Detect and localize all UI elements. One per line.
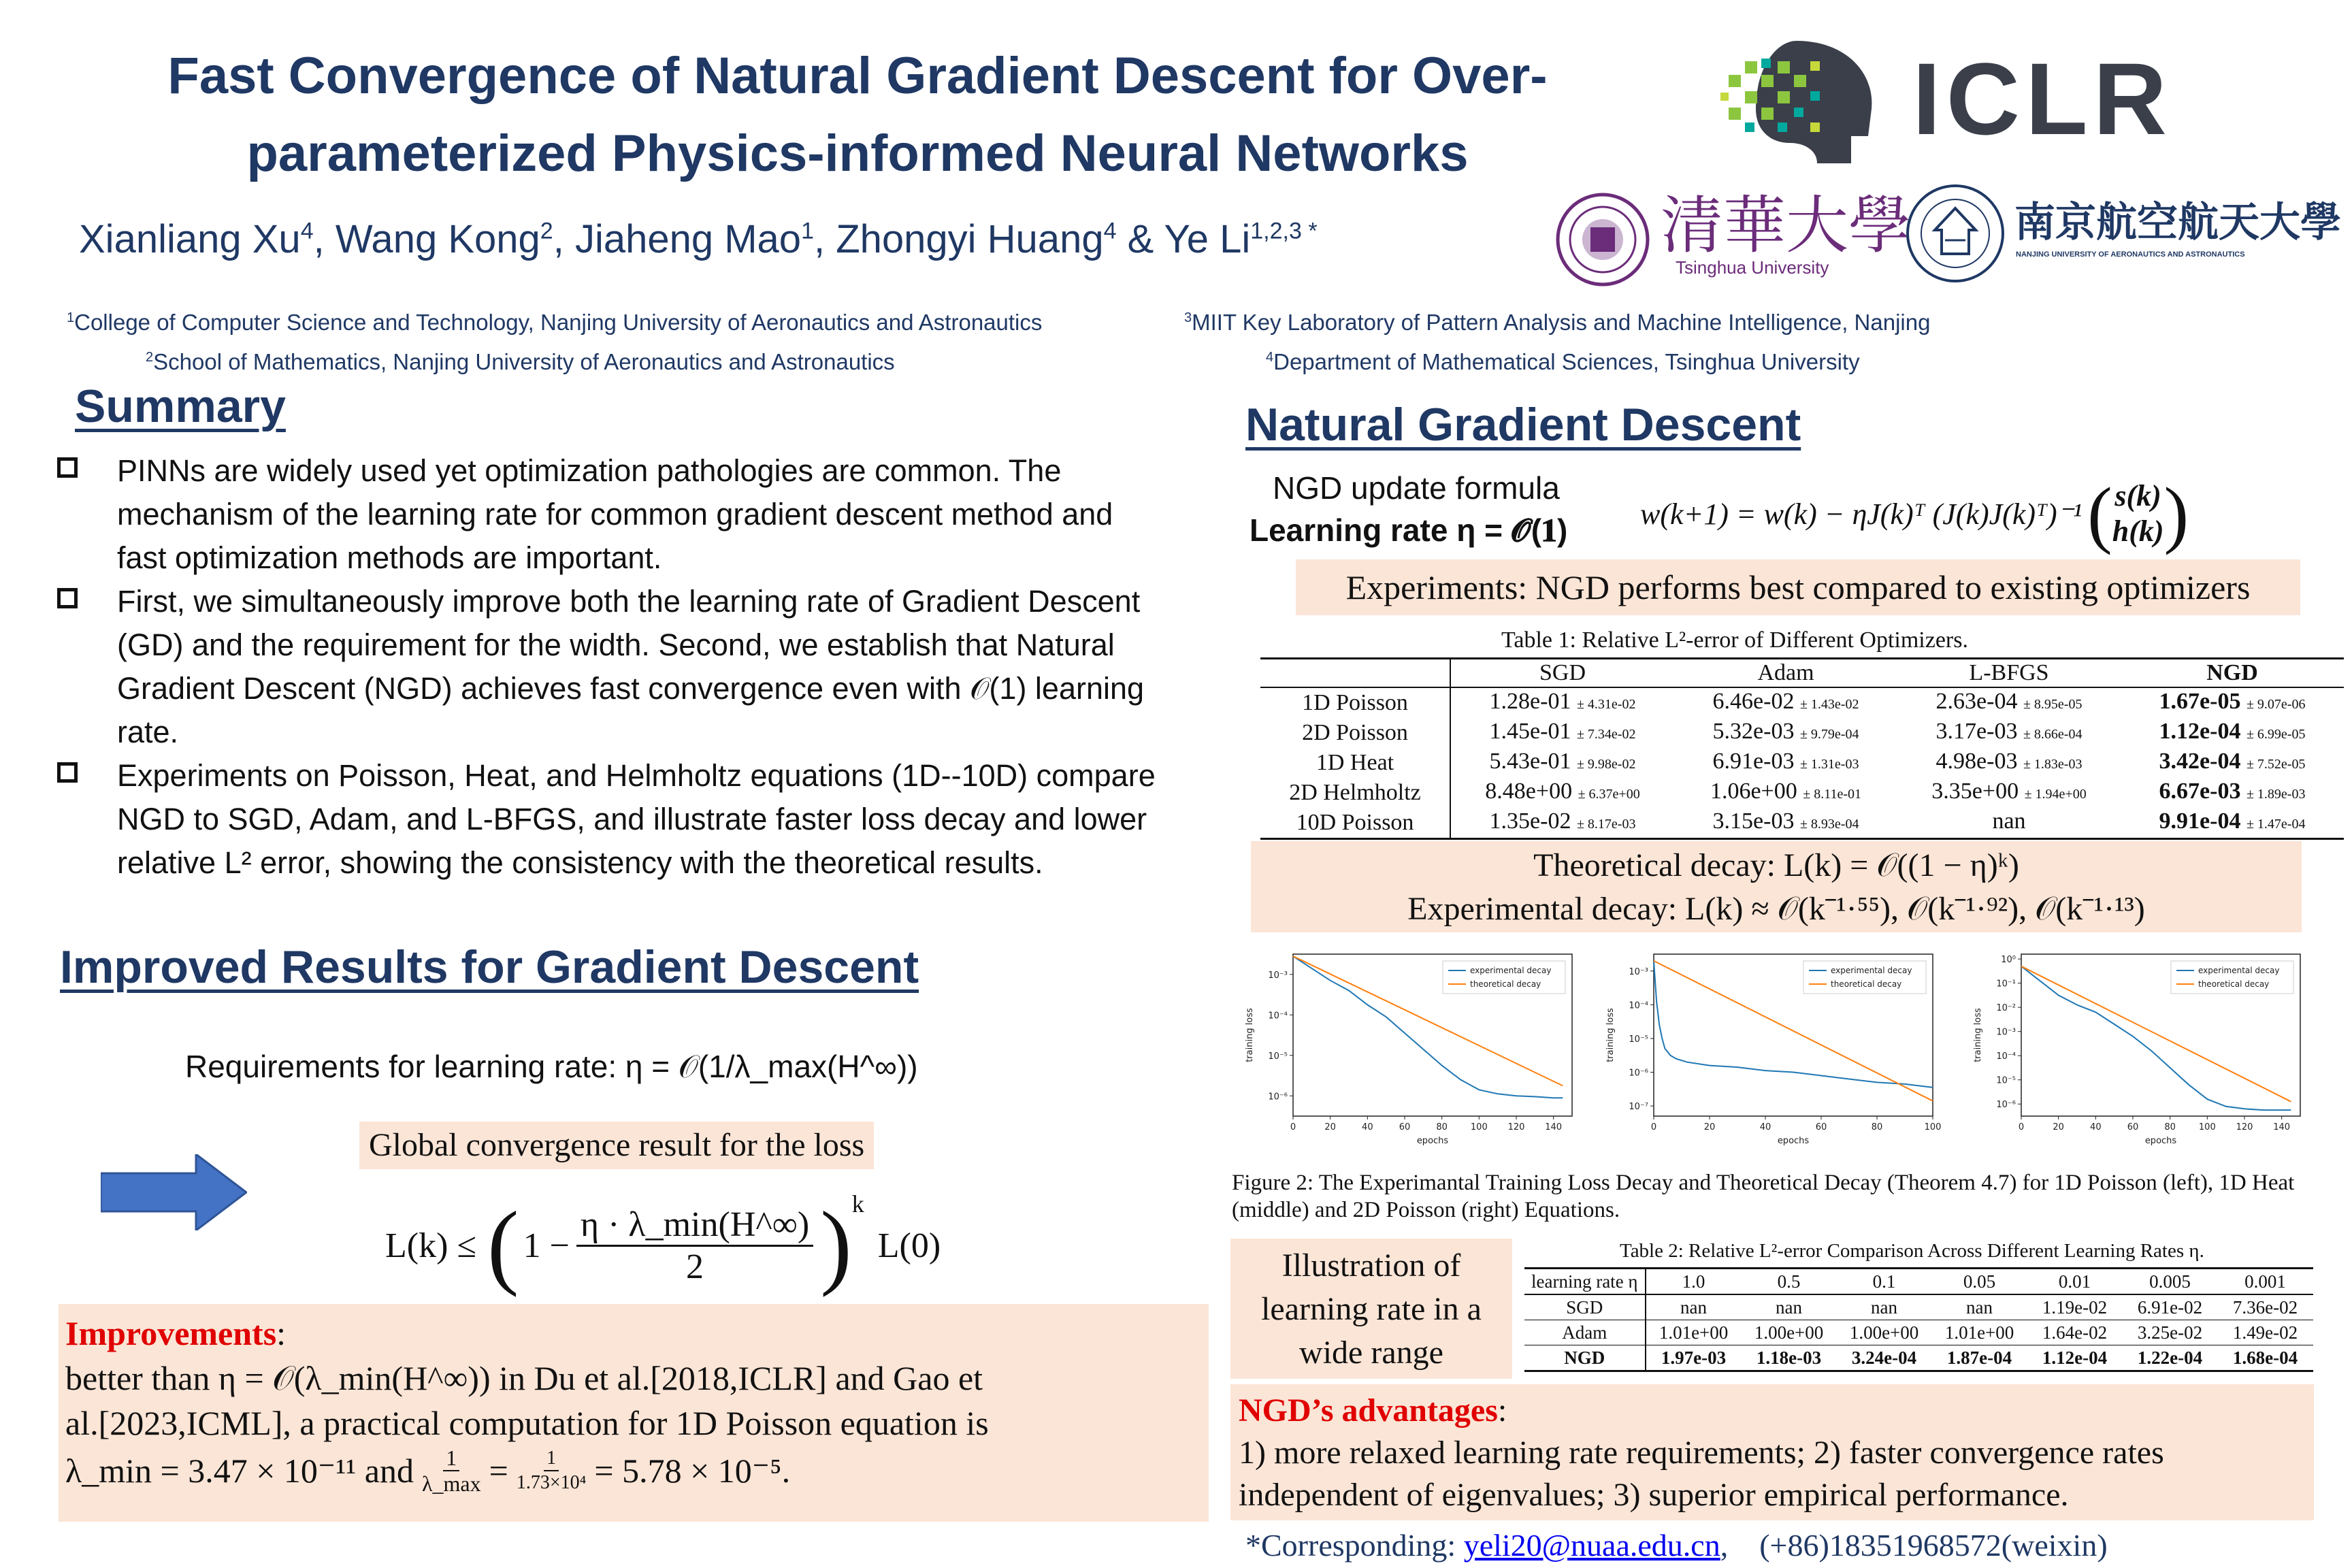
legend-label: experimental decay [2198,966,2280,975]
tsinghua-logo-subtitle: Tsinghua University [1676,257,1829,278]
y-tick-label: 10⁻⁶ [1268,1092,1288,1102]
x-tick-label: 60 [1815,1122,1827,1132]
y-tick-label: 10⁻⁵ [1268,1051,1288,1062]
table-row: 2D Poisson 1.45e-01 ± 7.34e-02 5.32e-03 ± 9.79e-04 3.17e-03 ± 8.66e-04 1.12e-04 ± 6.99e-05 [1260,718,2344,748]
lr-requirement: Requirements for learning rate: η = 𝒪(1/λ_max(H^∞)) [185,1049,918,1084]
x-tick-label: 20 [1703,1122,1716,1132]
list-item: Experiments on Poisson, Heat, and Helmholtz equations (1D--10D) compare NGD to SGD, Adam, and L-BFGS, and illustrate faster loss decay and lower relative L² error, showing the consistency with the theoretical results. [53,754,1169,885]
ngd-heading: Natural Gradient Descent [1245,399,1801,451]
author: Jiaheng Mao [574,217,802,261]
nuaa-logo-subtitle: NANJING UNIVERSITY OF AERONAUTICS AND ASTRONAUTICS [2016,250,2245,259]
x-tick-label: 100 [2198,1122,2216,1132]
improvements-box: Improvements: better than η = 𝒪(λ_min(H^∞)) in Du et al.[2018,ICLR] and Gao et al.[2023,ICML], a practical computation for 1D Poisson equation is λ_min = 3.47 × 10⁻¹¹ and 1 λ_max = $\frac{1}{\text{1.73×10⁴}}$ = 5.78 × 10⁻⁵. [59,1304,1209,1522]
decay-box: Theoretical decay: L(k) = 𝒪((1 − η)ᵏ) Experimental decay: L(k) ≈ 𝒪(k⁻¹·⁵⁵), 𝒪(k⁻¹·⁹²), 𝒪(k⁻¹·¹³) [1251,841,2302,932]
y-tick-label: 10⁻³ [1268,970,1288,981]
legend-label: experimental decay [1831,966,1912,975]
checkbox-bullet-icon [57,762,78,783]
ngd-update-label: NGD update formula [1273,470,1560,506]
x-tick-label: 100 [1924,1122,1942,1132]
x-axis-label: epochs [1777,1136,1810,1146]
y-tick-label: 10⁻⁷ [1629,1102,1648,1113]
table-row: Adam 1.01e+00 1.00e+00 1.00e+00 1.01e+00 1.64e-02 3.25e-02 1.49e-02 [1524,1320,2313,1345]
list-item: PINNs are widely used yet optimization pathologies are common. The mechanism of the learning rate for common gradient descent method and fast optimization methods are important. [53,449,1169,580]
x-tick-label: 60 [1399,1122,1411,1132]
table-row: NGD 1.97e-03 1.18e-03 3.24e-04 1.87e-04 1.12e-04 1.22e-04 1.68e-04 [1524,1345,2313,1371]
y-tick-label: 10⁻⁴ [1268,1011,1288,1022]
table-row: SGD nan nan nan nan 1.19e-02 6.91e-02 7.36e-02 [1524,1294,2313,1320]
y-tick-label: 10⁻³ [1996,1027,2016,1038]
email-link[interactable]: yeli20@nuaa.edu.cn [1463,1528,1720,1563]
x-tick-label: 0 [2018,1122,2025,1132]
legend-label: experimental decay [1470,966,1552,975]
affiliation: $^1$College of Computer Science and Technology, Nanjing University of Aeronautics and Astronautics [67,310,1043,335]
convergence-formula: L(k) ≤ ( 1 − η · λ_min(H^∞) 2 ) k L(0) [385,1190,941,1298]
plot-1d-heat [1592,946,1946,1150]
x-tick-label: 40 [1759,1122,1771,1132]
y-tick-label: 10⁻⁴ [1996,1051,2016,1062]
table-row: 1D Poisson 1.28e-01 ± 4.31e-02 6.46e-02 ± 1.43e-02 2.63e-04 ± 8.95e-05 1.67e-05 ± 9.07e-06 [1260,687,2344,718]
ngd-update-formula: w(k+1) = w(k) − ηJ(k)ᵀ (J(k)J(k)ᵀ)⁻¹ ( s(k) h(k) ) [1640,472,2189,555]
y-tick-label: 10⁻⁵ [1629,1034,1648,1045]
global-convergence-box: Global convergence result for the loss [359,1122,874,1169]
y-axis-label: training loss [1605,1008,1616,1062]
improvements-label: Improvements [65,1314,277,1352]
nuaa-logo-text: 南京航空航天大學 [2014,200,2341,245]
x-tick-label: 60 [2127,1122,2139,1132]
x-tick-label: 140 [2273,1122,2291,1132]
x-tick-label: 20 [2053,1122,2064,1132]
table-row: 1D Heat 5.43e-01 ± 9.98e-02 6.91e-03 ± 1.31e-03 4.98e-03 ± 1.83e-03 3.42e-04 ± 7.52e-05 [1260,748,2344,778]
figure-caption: Figure 2: The Experimantal Training Loss Decay and Theoretical Decay (Theorem 4.7) for 1D Poisson (left), 1D Heat (middle) and 2D Poisson (right) Equations. [1232,1171,2295,1222]
x-axis-label: epochs [2144,1136,2177,1146]
x-tick-label: 0 [1650,1122,1657,1132]
y-tick-label: 10⁻⁴ [1629,1000,1648,1011]
summary-heading: Summary [75,380,286,432]
corresponding-line: *Corresponding: yeli20@nuaa.edu.cn, (+86)18351968572(weixin) [1245,1528,2108,1563]
author: Wang Kong [335,217,540,261]
y-tick-label: 10⁻² [1996,1003,2016,1014]
legend-label: theoretical decay [2198,979,2270,989]
y-tick-label: 10⁻³ [1629,966,1648,977]
table-row: 2D Helmholtz 8.48e+00 ± 6.37e+00 1.06e+00 ± 8.11e-01 3.35e+00 ± 1.94e+00 6.67e-03 ± 1.89e-03 [1260,778,2344,808]
x-tick-label: 120 [1507,1122,1525,1132]
legend-label: theoretical decay [1470,979,1541,989]
checkbox-bullet-icon [57,588,78,608]
tsinghua-logo-text: 清華大學 [1661,191,1912,261]
author: Zhongyi Huang [836,217,1104,261]
y-tick-label: 10⁻⁶ [1996,1100,2016,1111]
summary-list [53,449,1169,885]
author: Xianliang Xu [79,217,301,261]
advantages-box: NGD’s advantages: 1) more relaxed learning rate requirements; 2) faster convergence rates independent of eigenvalues; 3) superior empirical performance. [1230,1384,2314,1520]
y-tick-label: 10⁻⁶ [1629,1068,1648,1079]
plot-1d-poisson [1232,946,1586,1150]
table2: learning rate η 1.0 0.5 0.1 0.05 0.01 0.005 0.001 SGD nan nan nan nan 1.19e-02 6.91e-02 7.36e-02 Adam 1.01e+00 1.00e+00 1.00e+00 1.01e+00 1.64e-02 3.25e-02 1.49e-02 NGD 1.97e-03 1.18e-03 3.24e-04 1.87e-04 1.12e-04 1.22e-04 1.68e-04 [1524,1267,2313,1372]
table-row: 10D Poisson 1.35e-02 ± 8.17e-03 3.15e-03 ± 8.93e-04 nan 9.91e-04 ± 1.47e-04 [1260,808,2344,839]
affiliation: $^4$Department of Mathematical Sciences, Tsinghua University [1266,349,1860,374]
y-tick-label: 10⁰ [2001,955,2016,966]
x-tick-label: 0 [1290,1122,1296,1132]
x-tick-label: 40 [1362,1122,1373,1132]
tsinghua-seal-icon [1555,192,1650,287]
affiliation: $^3$MIIT Key Laboratory of Pattern Analysis and Machine Intelligence, Nanjing [1184,310,1931,335]
arrow-icon [101,1154,247,1230]
affiliation: $^2$School of Mathematics, Nanjing University of Aeronautics and Astronautics [146,349,895,374]
author: Ye Li [1164,217,1251,261]
x-axis-label: epochs [1416,1136,1449,1146]
y-axis-label: training loss [1973,1008,1983,1062]
author-list: Xianliang Xu$^4$, Wang Kong$^2$, Jiaheng Mao$^1$, Zhongyi Huang$^4$ & Ye Li$^{1,2,3}$ * [79,217,1318,261]
ngd-lr-label: Learning rate η = 𝓞(𝟏) [1250,512,1568,548]
nuaa-seal-icon [1904,182,2006,284]
y-tick-label: 10⁻¹ [1996,979,2016,990]
iclr-logo-icon [1715,34,1878,170]
list-item: First, we simultaneously improve both the learning rate of Gradient Descent (GD) and the requirement for the width. Second, we establish that Natural Gradient Descent (NGD) achieves fast convergence even with 𝒪(1) learning rate. [53,580,1169,754]
legend-label: theoretical decay [1831,979,1902,989]
x-tick-label: 40 [2090,1122,2102,1132]
x-tick-label: 80 [1436,1122,1448,1132]
experiments-box: Experiments: NGD performs best compared to existing optimizers [1296,559,2300,615]
x-tick-label: 80 [1871,1122,1883,1132]
x-tick-label: 20 [1324,1122,1336,1132]
y-axis-label: training loss [1245,1008,1255,1062]
x-tick-label: 80 [2164,1122,2176,1132]
poster-title: Fast Convergence of Natural Gradient Descent for Over-parameterized Physics-informed Neural Networks [167,47,1548,182]
gd-heading: Improved Results for Gradient Descent [60,941,919,993]
iclr-wordmark: ICLR [1912,42,2172,156]
table2-caption: Table 2: Relative L²-error Comparison Across Different Learning Rates η. [1620,1240,2204,1262]
table1: SGD Adam L-BFGS NGD 1D Poisson 1.28e-01 ± 4.31e-02 6.46e-02 ± 1.43e-02 2.63e-04 ± 8.95e-05 1.67e-05 ± 9.07e-06 2D Poisson 1.45e-01 ± 7.34e-02 5.32e-03 ± 9.79e-04 3.17e-03 ± 8.66e-04 1.12e-04 ± 6.99e-05 1D Heat 5.43e-01 ± 9.98e-02 6.91e-03 ± 1.31e-03 4.98e-03 ± 1.83e-03 3.42e-04 ± 7.52e-05 2D Helmholtz 8.48e+00 ± 6.37e+00 1.06e+00 ± 8.11e-01 3.35e+00 ± 1.94e+00 6.67e-03 ± 1.89e-03 10D Poisson 1.35e-02 ± 8.17e-03 3.15e-03 ± 8.93e-04 nan 9.91e-04 ± 1.47e-04 [1260,657,2344,840]
checkbox-bullet-icon [57,457,78,478]
x-tick-label: 100 [1470,1122,1488,1132]
table1-caption: Table 1: Relative L²-error of Different Optimizers. [1501,627,1968,653]
x-tick-label: 120 [2236,1122,2253,1132]
plot-2d-poisson [1960,946,2314,1150]
illustration-box: Illustration of learning rate in a wide range [1230,1239,1512,1379]
x-tick-label: 140 [1545,1122,1563,1132]
y-tick-label: 10⁻⁵ [1996,1075,2016,1086]
